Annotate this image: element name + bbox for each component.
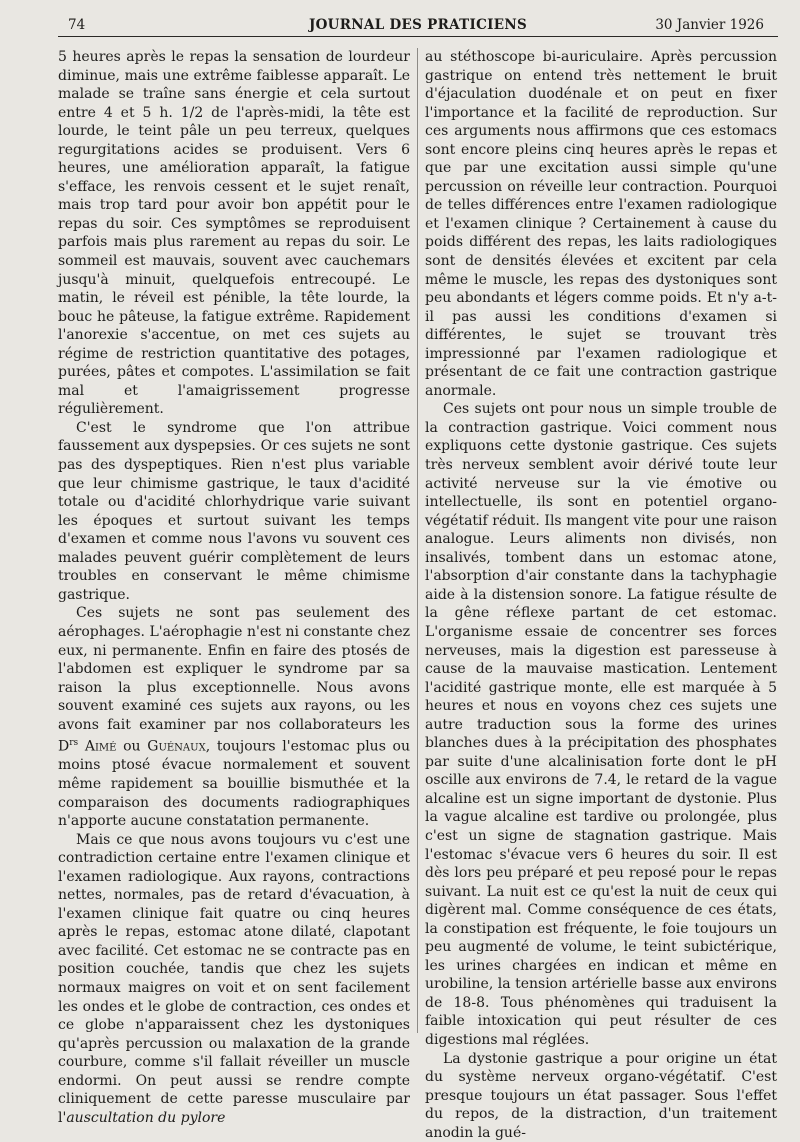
paragraph bbox=[58, 831, 410, 1128]
paragraph: La dystonie gastrique a pour origine un état du système nerveux organo-végétatif. C'est presque toujours un état passager. Sous l'effet du repos, de la distraction, d'un traitement anodin la gué- bbox=[425, 1050, 777, 1141]
italic-term: auscultation du pylore bbox=[66, 1109, 226, 1126]
paragraph-text: Mais ce que nous avons toujours vu c'est une contradiction certaine entre l'examen clinique et l'examen radiologique. Aux rayons, contractions nettes, normales, pas de retard d'évacuation, à l'examen clinique fait quatre ou cinq heures après le repas, estomac atone dilaté, clapotant avec facilité. Cet estomac ne se contracte pas en position couchée, tandis que chez les sujets normaux maigres on voit et on sent facilement les ondes et le globe de contraction, ces ondes et ce globe n'apparaissent chez les dystoniques qu'après percussion ou malaxation de la grande courbure, comme s'il fallait réveiller un muscle endormi. On peut aussi se rendre compte cliniquement de cette paresse musculaire par l' bbox=[58, 831, 410, 1126]
column-divider bbox=[417, 48, 418, 1033]
journal-title: JOURNAL DES PRATICIENS bbox=[308, 17, 528, 33]
right-column bbox=[425, 48, 777, 1142]
paragraph-text: , toujours l'estomac plus ou moins ptosé évacue normalement et souvent même rapidement sa bouillie bismuthée et la comparaison des documents radiographiques n'apporte aucune constatation permanente. bbox=[58, 738, 410, 830]
paragraph: Ces sujets ont pour nous un simple trouble de la contraction gastrique. Voici comment nous expliquons cette dystonie gastrique. Ces sujets très nerveux semblent avoir dérivé toute leur activité nerveuse sur la vie émotive ou intellectuelle, ils sont en potentiel organo-végétatif réduit. Ils mangent vite pour une raison analogue. Leurs aliments non divisés, non insalivés, tombent dans un estomac atone, l'absorption d'air constante dans la tachyphagie aide à la distension sonore. La fatigue résulte de la gêne réflexe partant de cet estomac. L'organisme essaie de concentrer ses forces nerveuses, mais la digestion est paresseuse à cause de la mauvaise mastication. Lentement l'acidité gastrique monte, elle est marquée à 5 heures et nous en voyons chez ces sujets une autre traduction sous la forme des urines blanches dues à la précipitation des phosphates par suite d'une alcalinisation forte dont le pH oscille aux environs de 7.4, le retard de la vague alcaline est un signe important de dystonie. Plus la vague alcaline est tardive ou prolongée, plus c'est un signe de stagnation gastrique. Mais l'estomac s'évacue vers 6 heures du soir. Il est dès lors peu préparé et peu reposé pour le repas suivant. La nuit est ce qu'est la nuit de ceux qui digèrent mal. Comme conséquence de ces états, la constipation est fréquente, le foie toujours un peu augmenté de volume, le teint subictérique, les urines chargées en indican et même en urobiline, la tension artérielle basse aux environs de 18-8. Tous phénomènes qui traduisent la faible intoxication qui peut résulter de ces digestions mal réglées. bbox=[425, 401, 777, 1048]
author-name: Aimé bbox=[84, 738, 117, 755]
conjunction: ou bbox=[116, 738, 148, 755]
paragraph: au stéthoscope bi-auriculaire. Après percussion gastrique on entend très nettement le bruit d'éjaculation duodénale et on peut en fixer l'importance et la facilité de reproduction. Sur ces arguments nous affirmons que ces estomacs sont encore pleins cinq heures après le repas et que par une excitation aussi simple qu'une percussion on réveille leur contraction. Pourquoi de telles différences entre l'examen radiologique et l'examen clinique ? Certainement à cause du poids différent des repas, les laits radiologiques sont de densités élevées et excitent par cela même le muscle, les repas des dystoniques sont peu abondants et légers comme poids. Et n'y a-t-il pas aussi les conditions d'examen si différentes, le sujet se trouvant très impressionné par l'examen radiologique et présentant de ce fait une contraction gastrique anormale. bbox=[425, 49, 777, 399]
doctors-abbrev: rs bbox=[69, 738, 79, 749]
issue-date: 30 Janvier 1926 bbox=[655, 17, 764, 33]
page-number: 74 bbox=[68, 17, 86, 33]
paragraph: C'est le syndrome que l'on attribue faussement aux dyspepsies. Or ces sujets ne sont pas des dyspeptiques. Rien n'est plus variable que leur chimisme gastrique, le taux d'acidité totale ou d'acidité chlorhydrique varie suivant les époques et surtout suivant les temps d'examen et comme nous l'avons vu souvent ces malades peuvent guérir complètement de leurs troubles en conservant le même chimisme gastrique. bbox=[58, 419, 410, 603]
page-header bbox=[58, 14, 778, 37]
paragraph: 5 heures après le repas la sensation de lourdeur diminue, mais une extrême faiblesse apparaît. Le malade se traîne sans énergie et cela surtout entre 4 et 5 h. 1/2 de l'après-midi, la tête est lourde, le teint pâle un peu terreux, quelques regurgitations acides se produisent. Vers 6 heures, une amélioration apparaît, la fatigue s'efface, les renvois cessent et le sujet renaît, mais trop tard pour avoir bon appétit pour le repas du soir. Ces symptômes se reproduisent parfois mais plus rarement au repas du soir. Le sommeil est mauvais, souvent avec cauchemars jusqu'à minuit, quelquefois entrecoupé. Le matin, le réveil est pénible, la tête lourde, la bouc he pâteuse, la fatigue extrême. Rapidement l'anorexie s'accentue, on met ces sujets au régime de restriction quantitative des potages, purées, pâtes et compotes. L'assimilation se fait mal et l'amaigrissement progresse régulièrement. bbox=[58, 49, 410, 418]
paragraph-text: Ces sujets ne sont pas seulement des aérophages. L'aérophagie n'est ni constante chez eux, ni permanente. Enfin en faire des ptosés de l'abdomen est expliquer le syndrome par sa raison la plus exceptionnelle. Nous avons souvent examiné ces sujets aux rayons, ou les avons fait examiner par nos collaborateurs les D bbox=[58, 605, 410, 755]
paragraph bbox=[58, 604, 410, 830]
left-column bbox=[58, 48, 410, 1127]
author-name: Guénaux bbox=[147, 738, 206, 755]
